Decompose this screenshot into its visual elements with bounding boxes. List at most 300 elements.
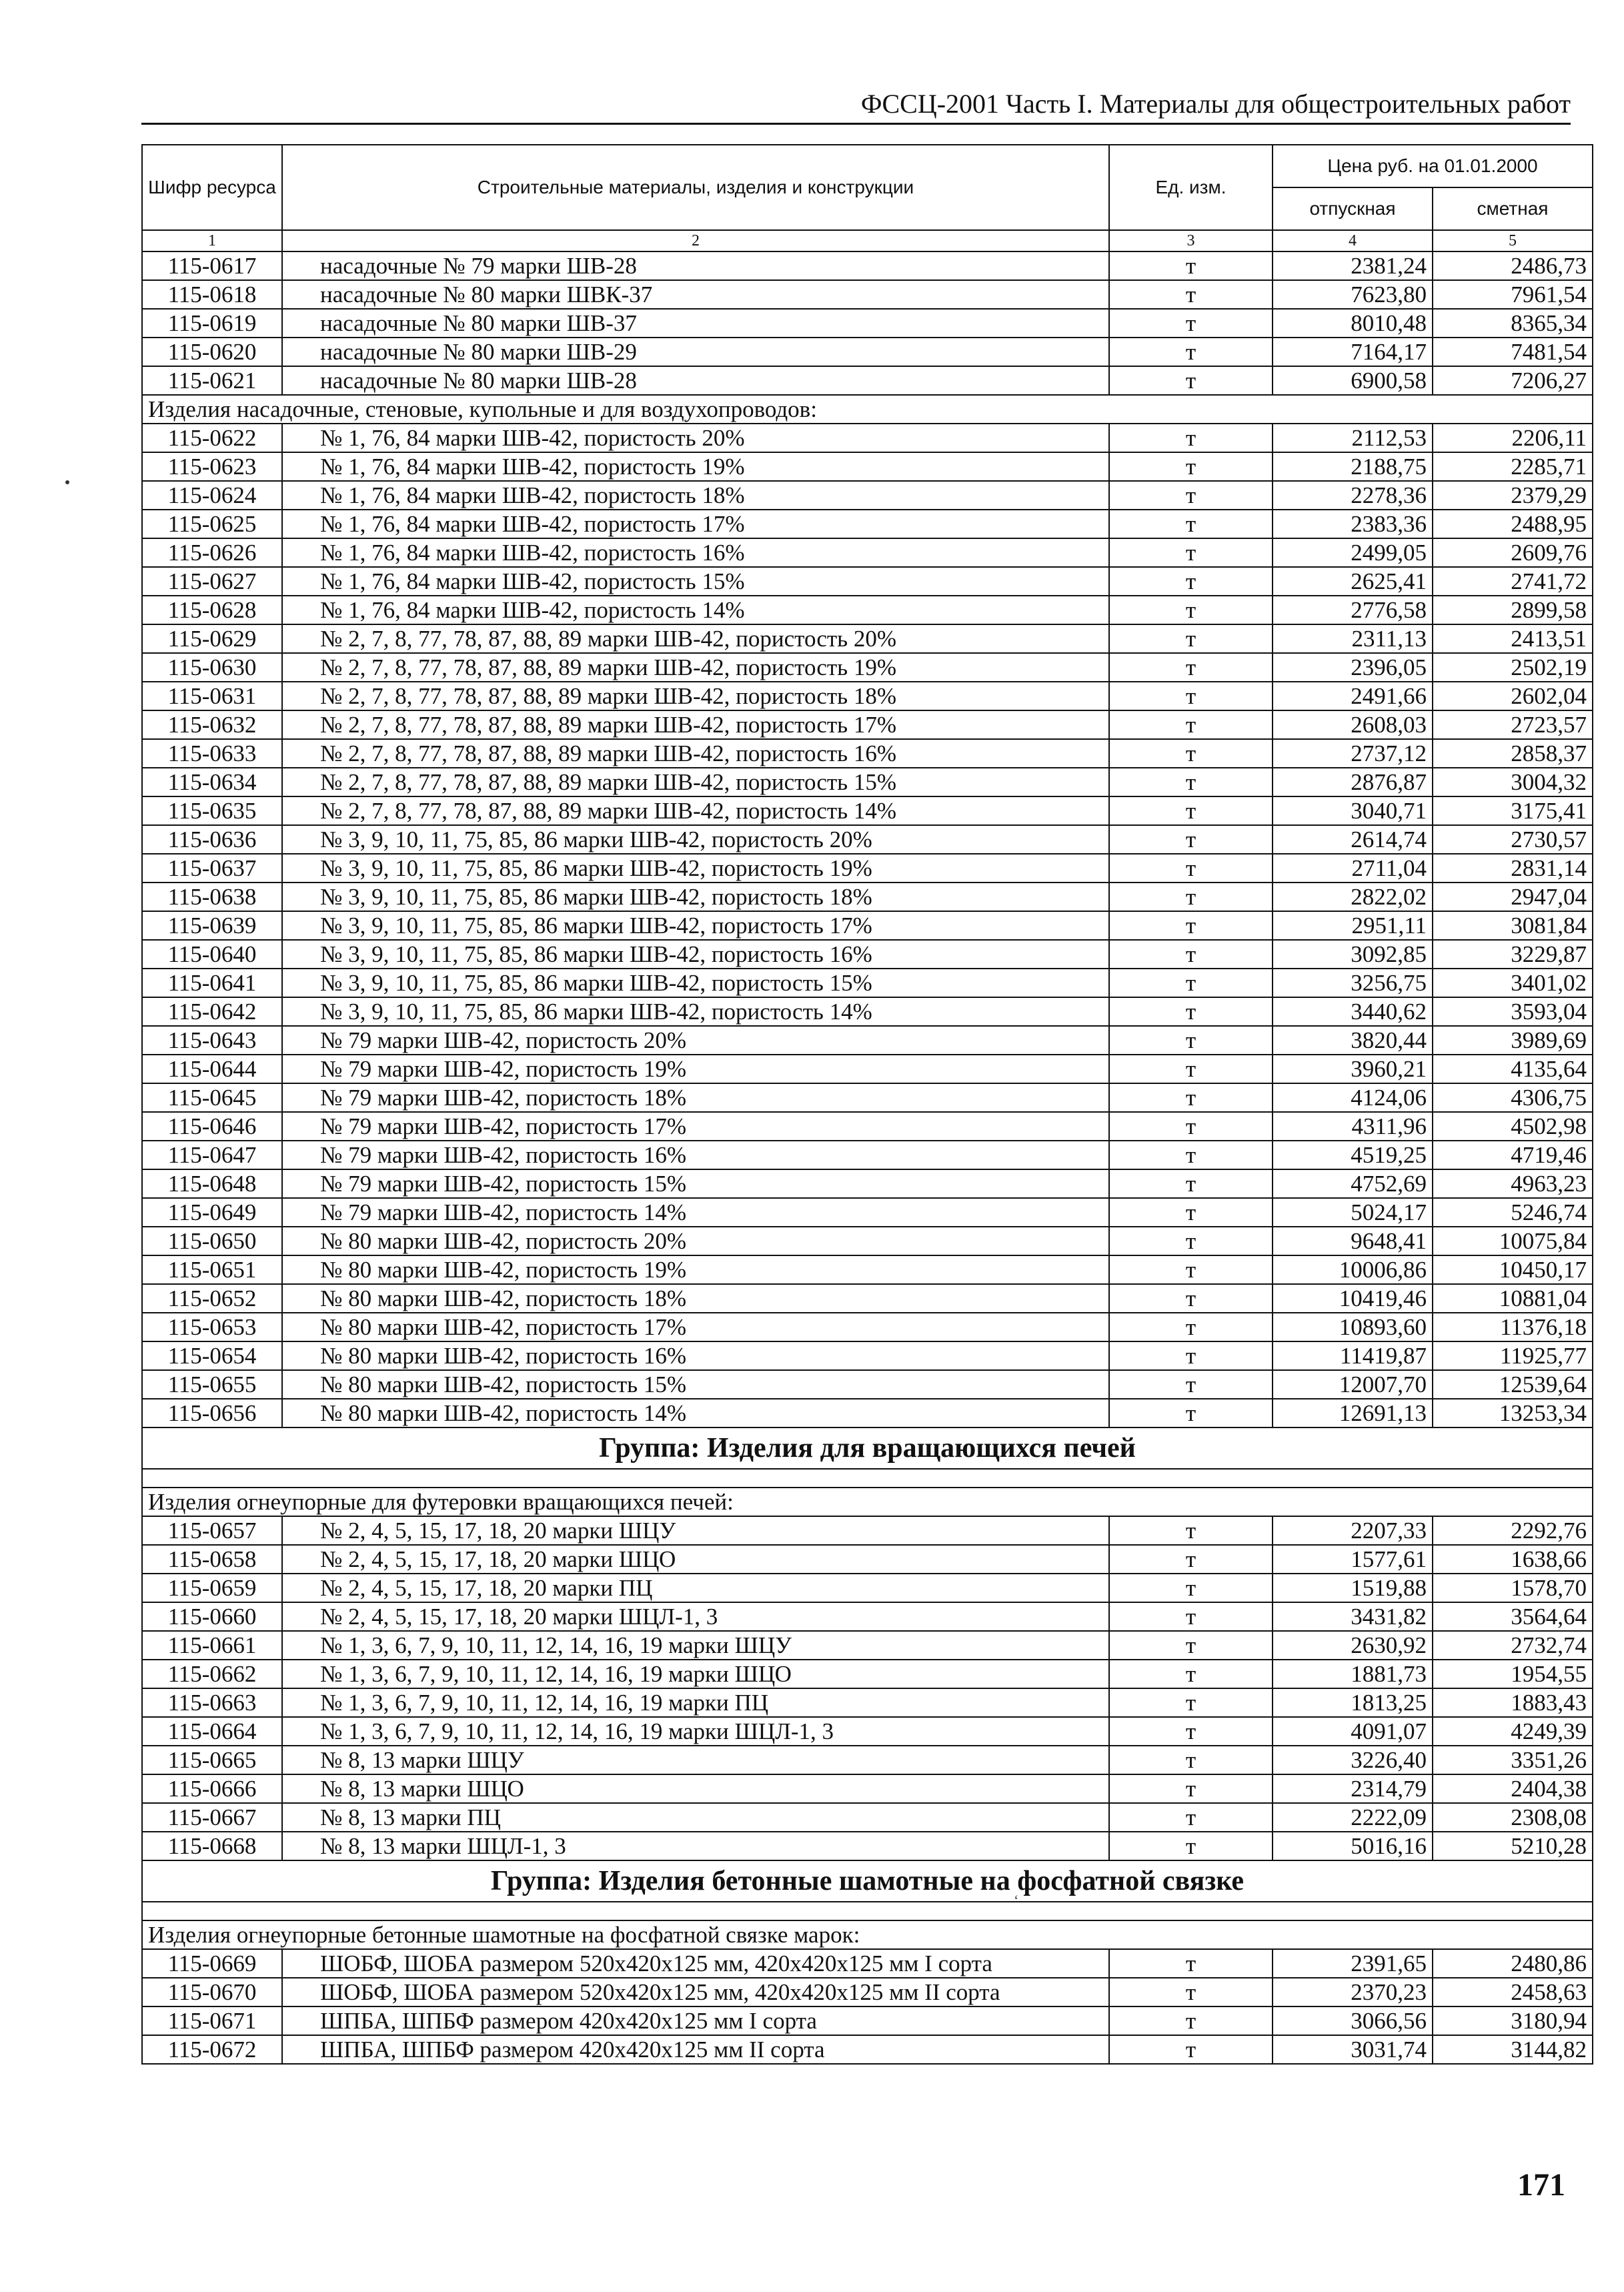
- unit: т: [1109, 596, 1273, 624]
- price-estimate: 3401,02: [1433, 969, 1593, 997]
- unit: т: [1109, 710, 1273, 739]
- table-row: [142, 251, 1593, 280]
- price-estimate: 3004,32: [1433, 768, 1593, 796]
- unit: т: [1109, 1227, 1273, 1255]
- price-estimate: 1883,43: [1433, 1688, 1593, 1717]
- resource-code: 115-0626: [142, 538, 282, 567]
- column-number: 5: [1433, 230, 1593, 251]
- unit: т: [1109, 424, 1273, 452]
- price-release: 11419,87: [1273, 1341, 1433, 1370]
- price-estimate: 2379,29: [1433, 481, 1593, 510]
- table-row: [142, 1832, 1593, 1860]
- resource-code: 115-0648: [142, 1169, 282, 1198]
- price-estimate: 2723,57: [1433, 710, 1593, 739]
- price-release: 3066,56: [1273, 2007, 1433, 2035]
- price-estimate: 2480,86: [1433, 1949, 1593, 1978]
- resource-code: 115-0643: [142, 1026, 282, 1055]
- resource-code: 115-0666: [142, 1774, 282, 1803]
- resource-code: 115-0668: [142, 1832, 282, 1860]
- table-row: [142, 1978, 1593, 2007]
- price-release: 2951,11: [1273, 911, 1433, 940]
- column-header-price-release: отпускная: [1273, 187, 1433, 230]
- resource-code: 115-0651: [142, 1255, 282, 1284]
- price-release: 3960,21: [1273, 1055, 1433, 1083]
- table-row: [142, 1717, 1593, 1746]
- unit: т: [1109, 1774, 1273, 1803]
- resource-code: 115-0629: [142, 624, 282, 653]
- price-estimate: 3180,94: [1433, 2007, 1593, 2035]
- unit: т: [1109, 2007, 1273, 2035]
- price-estimate: 3175,41: [1433, 796, 1593, 825]
- table-row: [142, 481, 1593, 510]
- table-row: [142, 739, 1593, 768]
- price-estimate: 3989,69: [1433, 1026, 1593, 1055]
- resource-code: 115-0631: [142, 682, 282, 710]
- material-name: № 80 марки ШВ-42, пористость 16%: [282, 1341, 1109, 1370]
- material-name: № 3, 9, 10, 11, 75, 85, 86 марки ШВ-42, пористость 14%: [282, 997, 1109, 1026]
- column-number-row: [142, 230, 1593, 251]
- price-release: 2391,65: [1273, 1949, 1433, 1978]
- material-name: ШОБФ, ШОБА размером 520х420х125 мм, 420х420х125 мм I сорта: [282, 1949, 1109, 1978]
- column-number: 1: [142, 230, 282, 251]
- column-header-code: Шифр ресурса: [142, 145, 282, 230]
- unit: т: [1109, 1978, 1273, 2007]
- table-row: [142, 1774, 1593, 1803]
- price-release: 1881,73: [1273, 1660, 1433, 1688]
- price-release: 10893,60: [1273, 1313, 1433, 1341]
- resource-code: 115-0644: [142, 1055, 282, 1083]
- table-row: [142, 1688, 1593, 1717]
- table-row: [142, 710, 1593, 739]
- resource-code: 115-0661: [142, 1631, 282, 1660]
- price-release: 2222,09: [1273, 1803, 1433, 1832]
- material-name: № 1, 3, 6, 7, 9, 10, 11, 12, 14, 16, 19 марки ШЦЛ-1, 3: [282, 1717, 1109, 1746]
- material-name: № 8, 13 марки ШЦЛ-1, 3: [282, 1832, 1109, 1860]
- price-estimate: 13253,34: [1433, 1399, 1593, 1427]
- material-name: № 79 марки ШВ-42, пористость 18%: [282, 1083, 1109, 1112]
- unit: т: [1109, 739, 1273, 768]
- resource-code: 115-0624: [142, 481, 282, 510]
- unit: т: [1109, 1949, 1273, 1978]
- table-row: [142, 653, 1593, 682]
- unit: т: [1109, 1574, 1273, 1602]
- table-row: [142, 424, 1593, 452]
- table-row: [142, 1341, 1593, 1370]
- unit: т: [1109, 1717, 1273, 1746]
- table-row: [142, 510, 1593, 538]
- resource-code: 115-0647: [142, 1141, 282, 1169]
- material-name: № 1, 76, 84 марки ШВ-42, пористость 17%: [282, 510, 1109, 538]
- table-row: [142, 911, 1593, 940]
- material-name: № 1, 3, 6, 7, 9, 10, 11, 12, 14, 16, 19 марки ПЦ: [282, 1688, 1109, 1717]
- price-estimate: 2488,95: [1433, 510, 1593, 538]
- unit: т: [1109, 1803, 1273, 1832]
- price-release: 2112,53: [1273, 424, 1433, 452]
- unit: т: [1109, 653, 1273, 682]
- resource-code: 115-0617: [142, 251, 282, 280]
- price-estimate: 3229,87: [1433, 940, 1593, 969]
- material-name: № 79 марки ШВ-42, пористость 15%: [282, 1169, 1109, 1198]
- unit: т: [1109, 1083, 1273, 1112]
- table-row: [142, 280, 1593, 309]
- price-release: 2630,92: [1273, 1631, 1433, 1660]
- resource-code: 115-0646: [142, 1112, 282, 1141]
- material-name: № 1, 76, 84 марки ШВ-42, пористость 15%: [282, 567, 1109, 596]
- price-release: 4752,69: [1273, 1169, 1433, 1198]
- price-estimate: 2458,63: [1433, 1978, 1593, 2007]
- price-estimate: 3144,82: [1433, 2035, 1593, 2064]
- unit: т: [1109, 251, 1273, 280]
- material-name: № 80 марки ШВ-42, пористость 14%: [282, 1399, 1109, 1427]
- material-name: № 79 марки ШВ-42, пористость 16%: [282, 1141, 1109, 1169]
- material-name: насадочные № 80 марки ШВ-29: [282, 338, 1109, 366]
- price-release: 9648,41: [1273, 1227, 1433, 1255]
- resource-code: 115-0659: [142, 1574, 282, 1602]
- table-row: [142, 1602, 1593, 1631]
- price-table: [141, 144, 1593, 2065]
- group-heading-row: [142, 1427, 1593, 1469]
- price-release: 2822,02: [1273, 883, 1433, 911]
- resource-code: 115-0621: [142, 366, 282, 395]
- unit: т: [1109, 825, 1273, 854]
- column-header-name: Строительные материалы, изделия и конструкции: [282, 145, 1109, 230]
- material-name: ШПБА, ШПБФ размером 420х420х125 мм I сорта: [282, 2007, 1109, 2035]
- material-name: № 3, 9, 10, 11, 75, 85, 86 марки ШВ-42, пористость 16%: [282, 940, 1109, 969]
- price-estimate: 2947,04: [1433, 883, 1593, 911]
- price-release: 4091,07: [1273, 1717, 1433, 1746]
- table-row: [142, 969, 1593, 997]
- material-name: № 2, 4, 5, 15, 17, 18, 20 марки ПЦ: [282, 1574, 1109, 1602]
- table-row: [142, 1255, 1593, 1284]
- material-name: № 1, 76, 84 марки ШВ-42, пористость 18%: [282, 481, 1109, 510]
- table-row: [142, 624, 1593, 653]
- scan-mark: ʻ: [1014, 1892, 1019, 1908]
- table-row: [142, 1803, 1593, 1832]
- table-row: [142, 1198, 1593, 1227]
- material-name: № 2, 4, 5, 15, 17, 18, 20 марки ШЦУ: [282, 1516, 1109, 1545]
- unit: т: [1109, 883, 1273, 911]
- resource-code: 115-0640: [142, 940, 282, 969]
- unit: т: [1109, 1055, 1273, 1083]
- table-body: [142, 251, 1593, 2064]
- price-estimate: 2308,08: [1433, 1803, 1593, 1832]
- table-row: [142, 1574, 1593, 1602]
- unit: т: [1109, 567, 1273, 596]
- price-release: 7623,80: [1273, 280, 1433, 309]
- spacer-row: [142, 1902, 1593, 1920]
- material-name: № 1, 3, 6, 7, 9, 10, 11, 12, 14, 16, 19 марки ШЦО: [282, 1660, 1109, 1688]
- price-release: 4519,25: [1273, 1141, 1433, 1169]
- resource-code: 115-0620: [142, 338, 282, 366]
- resource-code: 115-0636: [142, 825, 282, 854]
- price-estimate: 4719,46: [1433, 1141, 1593, 1169]
- resource-code: 115-0627: [142, 567, 282, 596]
- table-row: [142, 452, 1593, 481]
- column-number: 2: [282, 230, 1109, 251]
- table-row: [142, 1660, 1593, 1688]
- material-name: № 8, 13 марки ШЦУ: [282, 1746, 1109, 1774]
- price-release: 2608,03: [1273, 710, 1433, 739]
- resource-code: 115-0664: [142, 1717, 282, 1746]
- unit: т: [1109, 1516, 1273, 1545]
- resource-code: 115-0657: [142, 1516, 282, 1545]
- table-row: [142, 1141, 1593, 1169]
- subheading-row: [142, 1488, 1593, 1516]
- price-estimate: 2292,76: [1433, 1516, 1593, 1545]
- spacer-row: [142, 1469, 1593, 1488]
- resource-code: 115-0655: [142, 1370, 282, 1399]
- price-estimate: 2486,73: [1433, 251, 1593, 280]
- material-name: ШОБФ, ШОБА размером 520х420х125 мм, 420х420х125 мм II сорта: [282, 1978, 1109, 2007]
- price-release: 4124,06: [1273, 1083, 1433, 1112]
- price-estimate: 2899,58: [1433, 596, 1593, 624]
- price-release: 3820,44: [1273, 1026, 1433, 1055]
- unit: т: [1109, 1399, 1273, 1427]
- price-estimate: 2741,72: [1433, 567, 1593, 596]
- price-release: 1577,61: [1273, 1545, 1433, 1574]
- resource-code: 115-0622: [142, 424, 282, 452]
- price-release: 3440,62: [1273, 997, 1433, 1026]
- material-name: насадочные № 79 марки ШВ-28: [282, 251, 1109, 280]
- material-name: № 3, 9, 10, 11, 75, 85, 86 марки ШВ-42, пористость 18%: [282, 883, 1109, 911]
- price-release: 2370,23: [1273, 1978, 1433, 2007]
- table-row: [142, 309, 1593, 338]
- price-release: 8010,48: [1273, 309, 1433, 338]
- price-release: 3226,40: [1273, 1746, 1433, 1774]
- subheading-row: [142, 1920, 1593, 1949]
- resource-code: 115-0645: [142, 1083, 282, 1112]
- price-estimate: 2602,04: [1433, 682, 1593, 710]
- price-estimate: 2730,57: [1433, 825, 1593, 854]
- unit: т: [1109, 1026, 1273, 1055]
- table-row: [142, 2007, 1593, 2035]
- resource-code: 115-0634: [142, 768, 282, 796]
- unit: т: [1109, 854, 1273, 883]
- material-name: № 2, 7, 8, 77, 78, 87, 88, 89 марки ШВ-42, пористость 18%: [282, 682, 1109, 710]
- material-name: ШПБА, ШПБФ размером 420х420х125 мм II сорта: [282, 2035, 1109, 2064]
- material-name: № 80 марки ШВ-42, пористость 19%: [282, 1255, 1109, 1284]
- price-estimate: 2206,11: [1433, 424, 1593, 452]
- resource-code: 115-0653: [142, 1313, 282, 1341]
- group-heading-row: [142, 1860, 1593, 1902]
- table-row: [142, 883, 1593, 911]
- price-estimate: 8365,34: [1433, 309, 1593, 338]
- material-name: № 79 марки ШВ-42, пористость 17%: [282, 1112, 1109, 1141]
- material-name: № 3, 9, 10, 11, 75, 85, 86 марки ШВ-42, пористость 20%: [282, 825, 1109, 854]
- material-name: № 2, 7, 8, 77, 78, 87, 88, 89 марки ШВ-42, пористость 17%: [282, 710, 1109, 739]
- resource-code: 115-0632: [142, 710, 282, 739]
- resource-code: 115-0628: [142, 596, 282, 624]
- price-release: 2625,41: [1273, 567, 1433, 596]
- unit: т: [1109, 1169, 1273, 1198]
- unit: т: [1109, 1313, 1273, 1341]
- resource-code: 115-0625: [142, 510, 282, 538]
- material-name: № 79 марки ШВ-42, пористость 19%: [282, 1055, 1109, 1083]
- unit: т: [1109, 309, 1273, 338]
- resource-code: 115-0649: [142, 1198, 282, 1227]
- price-estimate: 7206,27: [1433, 366, 1593, 395]
- resource-code: 115-0619: [142, 309, 282, 338]
- price-estimate: 2609,76: [1433, 538, 1593, 567]
- resource-code: 115-0638: [142, 883, 282, 911]
- table-row: [142, 1399, 1593, 1427]
- unit: т: [1109, 1545, 1273, 1574]
- unit: т: [1109, 1660, 1273, 1688]
- price-release: 5016,16: [1273, 1832, 1433, 1860]
- table-row: [142, 1055, 1593, 1083]
- price-estimate: 11925,77: [1433, 1341, 1593, 1370]
- price-release: 3092,85: [1273, 940, 1433, 969]
- scan-speck: [65, 480, 69, 484]
- unit: т: [1109, 1284, 1273, 1313]
- material-name: № 2, 4, 5, 15, 17, 18, 20 марки ШЦЛ-1, 3: [282, 1602, 1109, 1631]
- unit: т: [1109, 1688, 1273, 1717]
- unit: т: [1109, 1255, 1273, 1284]
- table-row: [142, 1545, 1593, 1574]
- price-estimate: 1638,66: [1433, 1545, 1593, 1574]
- price-estimate: 4502,98: [1433, 1112, 1593, 1141]
- resource-code: 115-0639: [142, 911, 282, 940]
- unit: т: [1109, 1746, 1273, 1774]
- table-row: [142, 338, 1593, 366]
- material-name: № 79 марки ШВ-42, пористость 14%: [282, 1198, 1109, 1227]
- subheading: Изделия огнеупорные для футеровки вращающихся печей:: [142, 1488, 1593, 1516]
- price-release: 2383,36: [1273, 510, 1433, 538]
- resource-code: 115-0637: [142, 854, 282, 883]
- table-row: [142, 567, 1593, 596]
- price-estimate: 2502,19: [1433, 653, 1593, 682]
- price-estimate: 2858,37: [1433, 739, 1593, 768]
- price-release: 2278,36: [1273, 481, 1433, 510]
- resource-code: 115-0660: [142, 1602, 282, 1631]
- unit: т: [1109, 1341, 1273, 1370]
- unit: т: [1109, 338, 1273, 366]
- unit: т: [1109, 1631, 1273, 1660]
- price-release: 12007,70: [1273, 1370, 1433, 1399]
- resource-code: 115-0630: [142, 653, 282, 682]
- table-row: [142, 1746, 1593, 1774]
- unit: т: [1109, 1832, 1273, 1860]
- price-estimate: 4306,75: [1433, 1083, 1593, 1112]
- table-row: [142, 596, 1593, 624]
- column-number: 4: [1273, 230, 1433, 251]
- table-row: [142, 1083, 1593, 1112]
- unit: т: [1109, 280, 1273, 309]
- resource-code: 115-0672: [142, 2035, 282, 2064]
- resource-code: 115-0654: [142, 1341, 282, 1370]
- unit: т: [1109, 538, 1273, 567]
- material-name: № 3, 9, 10, 11, 75, 85, 86 марки ШВ-42, пористость 19%: [282, 854, 1109, 883]
- unit: т: [1109, 940, 1273, 969]
- price-release: 2314,79: [1273, 1774, 1433, 1803]
- material-name: № 3, 9, 10, 11, 75, 85, 86 марки ШВ-42, пористость 17%: [282, 911, 1109, 940]
- resource-code: 115-0623: [142, 452, 282, 481]
- unit: т: [1109, 1112, 1273, 1141]
- unit: т: [1109, 1141, 1273, 1169]
- material-name: насадочные № 80 марки ШВ-37: [282, 309, 1109, 338]
- price-release: 12691,13: [1273, 1399, 1433, 1427]
- material-name: № 8, 13 марки ПЦ: [282, 1803, 1109, 1832]
- table-row: [142, 366, 1593, 395]
- price-release: 2614,74: [1273, 825, 1433, 854]
- price-estimate: 3593,04: [1433, 997, 1593, 1026]
- price-release: 3431,82: [1273, 1602, 1433, 1631]
- spacer-cell: [142, 1469, 1593, 1488]
- column-header-price-group: Цена руб. на 01.01.2000: [1273, 145, 1593, 187]
- price-estimate: 12539,64: [1433, 1370, 1593, 1399]
- page-number: 171: [1517, 2167, 1565, 2203]
- table-row: [142, 825, 1593, 854]
- price-estimate: 7481,54: [1433, 338, 1593, 366]
- price-estimate: 4963,23: [1433, 1169, 1593, 1198]
- resource-code: 115-0658: [142, 1545, 282, 1574]
- running-header: ФССЦ-2001 Часть I. Материалы для общестроительных работ: [141, 85, 1571, 125]
- table-row: [142, 768, 1593, 796]
- price-release: 3256,75: [1273, 969, 1433, 997]
- price-release: 2381,24: [1273, 251, 1433, 280]
- table-row: [142, 1516, 1593, 1545]
- price-release: 7164,17: [1273, 338, 1433, 366]
- resource-code: 115-0635: [142, 796, 282, 825]
- price-release: 4311,96: [1273, 1112, 1433, 1141]
- material-name: № 80 марки ШВ-42, пористость 20%: [282, 1227, 1109, 1255]
- price-estimate: 5210,28: [1433, 1832, 1593, 1860]
- price-release: 2311,13: [1273, 624, 1433, 653]
- unit: т: [1109, 997, 1273, 1026]
- material-name: № 79 марки ШВ-42, пористость 20%: [282, 1026, 1109, 1055]
- resource-code: 115-0641: [142, 969, 282, 997]
- material-name: № 80 марки ШВ-42, пористость 17%: [282, 1313, 1109, 1341]
- material-name: № 1, 76, 84 марки ШВ-42, пористость 14%: [282, 596, 1109, 624]
- table-row: [142, 1284, 1593, 1313]
- table-row: [142, 1313, 1593, 1341]
- price-estimate: 2732,74: [1433, 1631, 1593, 1660]
- price-release: 5024,17: [1273, 1198, 1433, 1227]
- material-name: № 80 марки ШВ-42, пористость 18%: [282, 1284, 1109, 1313]
- price-release: 1519,88: [1273, 1574, 1433, 1602]
- resource-code: 115-0642: [142, 997, 282, 1026]
- table-row: [142, 1112, 1593, 1141]
- material-name: № 3, 9, 10, 11, 75, 85, 86 марки ШВ-42, пористость 15%: [282, 969, 1109, 997]
- resource-code: 115-0669: [142, 1949, 282, 1978]
- group-heading: Группа: Изделия для вращающихся печей: [142, 1427, 1593, 1469]
- unit: т: [1109, 1370, 1273, 1399]
- price-release: 2207,33: [1273, 1516, 1433, 1545]
- price-release: 2491,66: [1273, 682, 1433, 710]
- table-row: [142, 1026, 1593, 1055]
- table-row: [142, 538, 1593, 567]
- price-release: 3031,74: [1273, 2035, 1433, 2064]
- spacer-cell: [142, 1902, 1593, 1920]
- table-row: [142, 682, 1593, 710]
- unit: т: [1109, 1602, 1273, 1631]
- resource-code: 115-0633: [142, 739, 282, 768]
- material-name: № 2, 7, 8, 77, 78, 87, 88, 89 марки ШВ-42, пористость 19%: [282, 653, 1109, 682]
- unit: т: [1109, 1198, 1273, 1227]
- table-row: [142, 796, 1593, 825]
- price-release: 3040,71: [1273, 796, 1433, 825]
- unit: т: [1109, 969, 1273, 997]
- resource-code: 115-0667: [142, 1803, 282, 1832]
- unit: т: [1109, 796, 1273, 825]
- price-estimate: 10075,84: [1433, 1227, 1593, 1255]
- price-estimate: 3081,84: [1433, 911, 1593, 940]
- material-name: № 1, 76, 84 марки ШВ-42, пористость 19%: [282, 452, 1109, 481]
- unit: т: [1109, 682, 1273, 710]
- price-estimate: 2285,71: [1433, 452, 1593, 481]
- unit: т: [1109, 510, 1273, 538]
- table-header-row: [142, 145, 1593, 187]
